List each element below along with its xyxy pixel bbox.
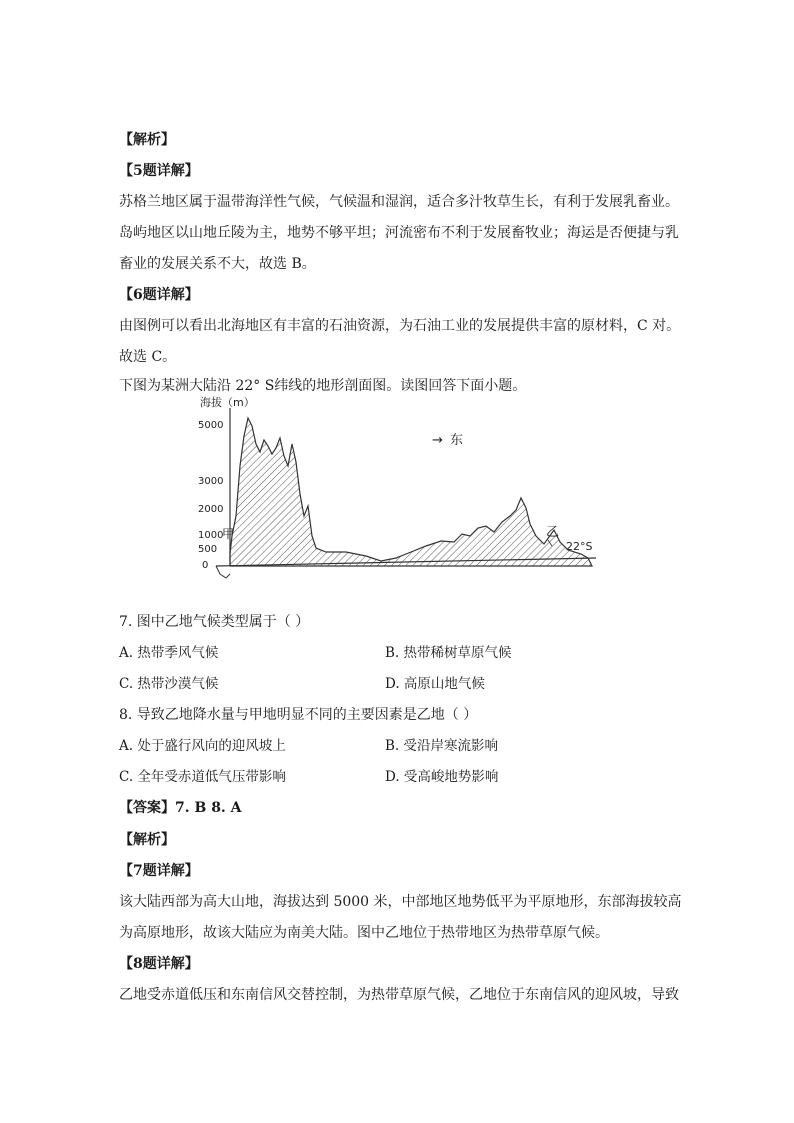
- q7-option-b: B. 热带稀树草原气候: [385, 645, 512, 661]
- q5-detail-heading: 【5题详解】: [119, 163, 199, 179]
- q7-option-a: A. 热带季风气候: [119, 645, 219, 661]
- q8-option-c: C. 全年受赤道低气压带影响: [119, 769, 286, 785]
- y-tick-label: 500: [198, 544, 218, 555]
- y-axis-label: 海拔（m）: [200, 396, 255, 409]
- paragraph-line: 畜业的发展关系不大，故选 B。: [119, 256, 316, 272]
- y-tick-label: 2000: [198, 504, 224, 515]
- paragraph-line: 该大陆西部为高大山地，海拔达到 5000 米，中部地区地势低平为平原地形，东部海拔较高: [119, 894, 682, 910]
- point-jia-label: 甲: [222, 527, 235, 541]
- answer-line: 【答案】7. B 8. A: [119, 800, 242, 816]
- paragraph-line: 为高原地形，故该大陆应为南美大陆。图中乙地位于热带地区为热带草原气候。: [119, 925, 609, 941]
- latitude-label: 22°S: [566, 540, 593, 553]
- terrain-profile-figure: [196, 386, 600, 586]
- terrain-profile-shape: [230, 418, 592, 566]
- y-tick-label: 0: [202, 560, 209, 571]
- paragraph-line: 岛屿地区以山地丘陵为主，地势不够平坦；河流密布不利于发展畜牧业；海运是否便捷与乳: [119, 225, 679, 241]
- q6-detail-heading: 【6题详解】: [119, 287, 199, 303]
- q7-option-c: C. 热带沙漠气候: [119, 676, 219, 692]
- q8-detail-heading: 【8题详解】: [119, 956, 199, 972]
- q8-option-d: D. 受高峻地势影响: [385, 769, 499, 785]
- paragraph-line: 故选 C。: [119, 349, 177, 365]
- y-tick-label: 5000: [198, 420, 224, 431]
- q7-detail-heading: 【7题详解】: [119, 863, 199, 879]
- q8-option-a: A. 处于盛行风向的迎风坡上: [119, 738, 286, 754]
- paragraph-line: 乙地受赤道低压和东南信风交替控制，为热带草原气候，乙地位于东南信风的迎风坡，导致: [119, 987, 679, 1003]
- y-tick-label: 1000: [198, 530, 224, 541]
- east-arrow-icon: →: [432, 433, 443, 448]
- direction-label: 东: [450, 433, 464, 448]
- figure-intro: 下图为某洲大陆沿 22° S纬线的地形剖面图。读图回答下面小题。: [119, 378, 527, 394]
- y-tick-label: 3000: [198, 476, 224, 487]
- paragraph-line: 由图例可以看出北海地区有丰富的石油资源，为石油工业的发展提供丰富的原材料，C 对。: [119, 318, 681, 334]
- q7-stem: 7. 图中乙地气候类型属于（ ）: [119, 614, 310, 630]
- q7-option-d: D. 高原山地气候: [385, 676, 485, 692]
- analysis-heading: 【解析】: [119, 832, 175, 848]
- analysis-heading: 【解析】: [119, 132, 175, 148]
- q8-stem: 8. 导致乙地降水量与甲地明显不同的主要因素是乙地（ ）: [119, 707, 478, 723]
- point-yi-label: 乙: [546, 525, 560, 540]
- q8-option-b: B. 受沿岸寒流影响: [385, 738, 499, 754]
- paragraph-line: 苏格兰地区属于温带海洋性气候，气候温和湿润，适合多汁牧草生长，有利于发展乳畜业。: [119, 194, 679, 210]
- west-coast-slope: [216, 566, 230, 578]
